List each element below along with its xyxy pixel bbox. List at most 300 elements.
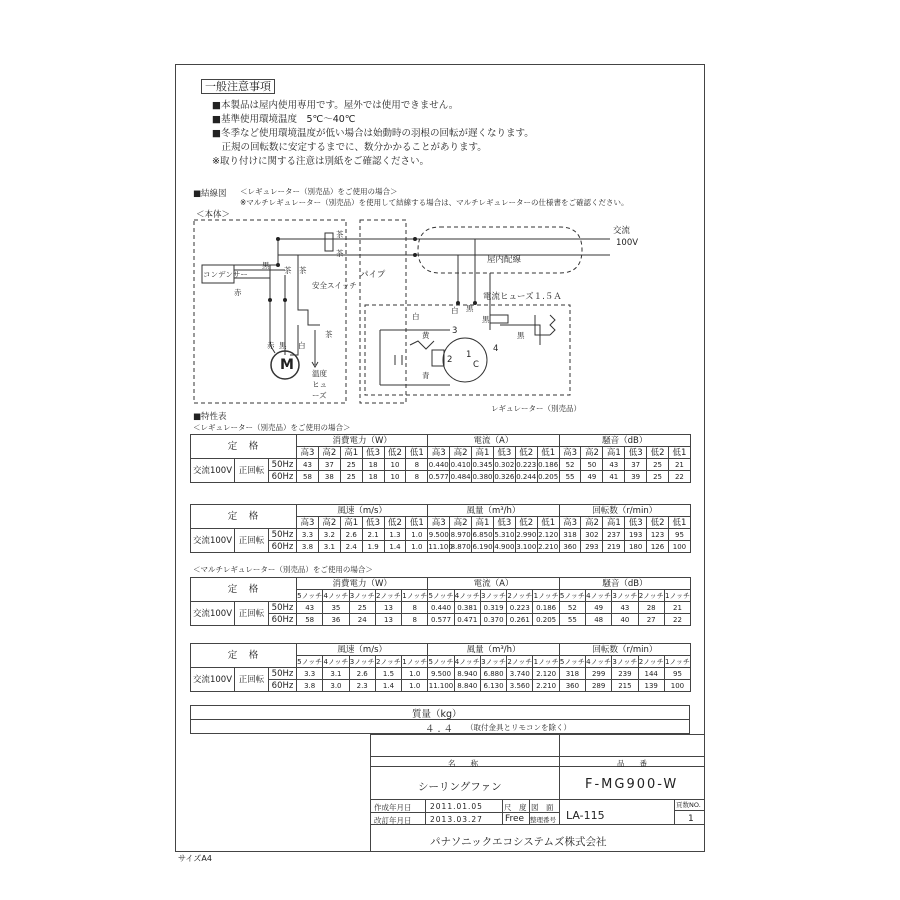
table-cell: 13 xyxy=(375,602,401,614)
table-cell: 0.261 xyxy=(507,614,533,626)
table-cell: 21 xyxy=(664,602,690,614)
wire-black: 黒 xyxy=(466,304,474,313)
table-cell: 低2 xyxy=(647,517,669,529)
size-label: サイズA4 xyxy=(178,854,212,863)
table-cell: 2.210 xyxy=(538,542,559,551)
table-cell: 0.577 xyxy=(428,614,454,626)
table-cell: 27 xyxy=(638,614,664,626)
table-cell: 52 xyxy=(559,459,581,471)
table-cell: 3ノッチ xyxy=(481,657,507,666)
table-cell: 37 xyxy=(625,459,647,471)
table-cell: 100 xyxy=(664,680,690,692)
table-cell: 高1 xyxy=(603,517,625,529)
table-cell: 高2 xyxy=(318,517,340,529)
table-cell: 50Hz xyxy=(269,459,297,471)
indoor-wiring-label: 屋内配線 xyxy=(487,255,522,265)
table-cell: 低1 xyxy=(406,447,428,459)
table-cell: 3.740 xyxy=(507,668,533,680)
table-cell: 1.0 xyxy=(406,541,428,553)
ac-voltage: 100V xyxy=(616,238,639,248)
table-cell: 1.5 xyxy=(375,668,401,680)
table-cell: 28 xyxy=(638,602,664,614)
table-cell: 3ノッチ xyxy=(612,657,638,666)
table-cell: 騒音（dB） xyxy=(559,435,690,447)
table-cell: 8.940 xyxy=(454,668,480,680)
table-cell: 11.100 xyxy=(428,542,453,551)
terminal-c: C xyxy=(473,360,479,370)
wiring-subtitle: ＜レギュレーター（別売品）をご使用の場合＞ xyxy=(240,187,398,196)
table-cell: 低2 xyxy=(647,447,669,459)
table-cell: 239 xyxy=(612,668,638,680)
table-cell: 交流100V xyxy=(191,668,235,692)
table-cell: 3.2 xyxy=(318,529,340,541)
table-cell: 高1 xyxy=(340,517,362,529)
table-cell: 1.0 xyxy=(402,680,428,692)
revised-date: 2013.03.27 xyxy=(430,815,483,824)
wire-red: 赤 xyxy=(267,341,275,350)
table-cell: 5ノッチ xyxy=(297,591,323,600)
table-cell: 4ノッチ xyxy=(454,591,480,600)
table-cell: 318 xyxy=(559,529,581,541)
table-cell: 交流100V xyxy=(191,459,235,483)
indoor-wiring-outline xyxy=(418,227,582,273)
table-cell: 高3 xyxy=(297,447,319,459)
table-cell: 52 xyxy=(559,602,585,614)
wire-blue: 青 xyxy=(422,371,430,380)
table-cell: 58 xyxy=(297,471,319,483)
table-cell: 低1 xyxy=(668,517,690,529)
table-cell: 37 xyxy=(318,459,340,471)
table-cell: 139 xyxy=(638,680,664,692)
table-row xyxy=(191,459,691,471)
table-cell: 0.380 xyxy=(472,472,493,481)
table-cell: 0.381 xyxy=(454,602,480,614)
created-date: 2011.01.05 xyxy=(430,802,483,811)
created-label: 作成年月日 xyxy=(374,803,412,812)
table-cell: 電流（A） xyxy=(428,435,559,447)
section-multi: ＜マルチレギュレーター（別売品）をご使用の場合＞ xyxy=(193,565,373,574)
table-cell: 6.850 xyxy=(472,530,493,539)
table-cell: 高1 xyxy=(472,447,494,459)
table-cell: 11.100 xyxy=(428,681,454,690)
terminal-3: 3 xyxy=(452,326,458,336)
table-cell: 25 xyxy=(340,459,362,471)
table-cell: 8.870 xyxy=(450,542,471,551)
table-cell: 302 xyxy=(581,529,603,541)
table-cell: 3ノッチ xyxy=(349,591,375,600)
table-cell: 低3 xyxy=(493,447,515,459)
table-cell: 0.370 xyxy=(480,614,506,626)
table-cell: 2.1 xyxy=(362,529,384,541)
model-number: F-MG900-W xyxy=(585,777,679,792)
table-cell: 低2 xyxy=(384,517,406,529)
table-cell: 22 xyxy=(664,614,690,626)
table-cell: 2.6 xyxy=(340,529,362,541)
table-cell: 8.840 xyxy=(454,680,480,692)
table-cell: 低1 xyxy=(668,447,690,459)
table-cell: 1ノッチ xyxy=(664,657,690,666)
table-cell: 3.560 xyxy=(507,680,533,692)
ac-label: 交流 xyxy=(613,226,631,236)
table-cell: 10 xyxy=(384,471,406,483)
table-cell: 25 xyxy=(647,459,669,471)
specs-title: ■特性表 xyxy=(193,412,227,422)
table-cell: 3.1 xyxy=(323,668,349,680)
table-cell: 3.1 xyxy=(318,541,340,553)
table-cell: 237 xyxy=(603,529,625,541)
table-cell: 18 xyxy=(362,459,384,471)
table-cell: 1.0 xyxy=(402,668,428,680)
table-cell: 低3 xyxy=(362,447,384,459)
tb-vline xyxy=(425,799,426,824)
table-cell: 8 xyxy=(402,614,428,626)
table-cell: 0.223 xyxy=(516,460,537,469)
wire-black: 黒 xyxy=(482,315,490,324)
mass-note: （取付金具とリモコンを除く） xyxy=(466,723,571,732)
note-line: ■基準使用環境温度 5℃～40℃ xyxy=(212,114,356,125)
table-cell: 3ノッチ xyxy=(481,591,507,600)
table-cell: 高1 xyxy=(340,447,362,459)
table-row xyxy=(191,668,691,680)
table-cell: 1ノッチ xyxy=(533,591,559,600)
tb-hline xyxy=(370,756,705,757)
table-cell: 6.880 xyxy=(480,668,506,680)
table-cell: 0.244 xyxy=(516,472,537,481)
table-cell: 8 xyxy=(402,602,428,614)
product-header: 品 番 xyxy=(617,759,647,768)
table-cell: 8.970 xyxy=(450,530,471,539)
table-cell: 299 xyxy=(586,668,612,680)
wiring-note: ※マルチレギュレーター（別売品）を使用して結線する場合は、マルチレギュレーターの仕様書をご確認ください。 xyxy=(240,198,629,207)
table-cell: 60Hz xyxy=(269,614,297,626)
table-cell: 0.302 xyxy=(494,460,515,469)
table-cell: 18 xyxy=(362,471,384,483)
tb-hline xyxy=(370,824,705,825)
product-name: シーリングファン xyxy=(418,781,502,793)
sheet-label: 頁数NO. xyxy=(676,801,701,809)
table-cell: 定 格 xyxy=(191,644,297,668)
revised-label: 改訂年月日 xyxy=(374,816,412,825)
table-cell: 22 xyxy=(668,471,690,483)
table-cell: 低1 xyxy=(537,447,559,459)
table-cell: 3.3 xyxy=(297,529,319,541)
wiring-title: ■結線図 xyxy=(193,189,227,199)
table-cell: 0.345 xyxy=(472,460,493,469)
table-cell: 低3 xyxy=(362,517,384,529)
table-cell: 360 xyxy=(559,680,585,692)
table-cell: 50Hz xyxy=(269,602,297,614)
table-header-row xyxy=(191,505,691,517)
table-cell: 60Hz xyxy=(269,541,297,553)
table-cell: 0.577 xyxy=(428,472,449,481)
table-cell: 6.130 xyxy=(480,680,506,692)
table-cell: 風速（m/s） xyxy=(297,505,428,517)
table-cell: 215 xyxy=(612,680,638,692)
table-cell: 4ノッチ xyxy=(323,591,349,600)
tb-hline xyxy=(674,810,705,811)
table-cell: 定 格 xyxy=(191,578,297,602)
table-cell: 高1 xyxy=(603,447,625,459)
table-cell: 定 格 xyxy=(191,505,297,529)
table-cell: 4ノッチ xyxy=(323,657,349,666)
terminal-4: 4 xyxy=(493,344,499,354)
wire-yellow: 黄 xyxy=(422,331,430,340)
table-cell: 高1 xyxy=(472,517,494,529)
table-cell: 2.210 xyxy=(533,680,559,692)
ref-label: 整理番号 xyxy=(530,816,556,824)
table-cell: 1ノッチ xyxy=(402,657,428,666)
table-cell: 高2 xyxy=(450,447,472,459)
table-cell: 5.310 xyxy=(494,530,515,539)
table-cell: 180 xyxy=(625,541,647,553)
table-cell: 3ノッチ xyxy=(349,657,375,666)
table-cell: 48 xyxy=(586,614,612,626)
table-header-row xyxy=(191,578,691,590)
table-cell: 高3 xyxy=(428,517,450,529)
tb-hline xyxy=(370,799,705,800)
table-cell: 正回転 xyxy=(235,602,269,626)
wire-red: 赤 xyxy=(234,288,242,297)
wire-white: 白 xyxy=(451,306,459,315)
table-cell: 0.186 xyxy=(533,602,559,614)
table-cell: 55 xyxy=(559,614,585,626)
ref-value: LA-115 xyxy=(566,809,605,822)
note-line: ■本製品は屋内使用専用です。屋外では使用できません。 xyxy=(212,100,459,111)
table-cell: 0.205 xyxy=(538,472,559,481)
table-cell: 1ノッチ xyxy=(664,591,690,600)
thermal-fuse-label: 温度ヒューズ xyxy=(312,369,327,400)
table-cell: 13 xyxy=(375,614,401,626)
table-cell: 10 xyxy=(384,459,406,471)
table-cell: 1.3 xyxy=(384,529,406,541)
table-cell: 60Hz xyxy=(269,471,297,483)
table-cell: 高3 xyxy=(428,447,450,459)
table-cell: 低1 xyxy=(406,517,428,529)
table-cell: 低2 xyxy=(384,447,406,459)
table-cell: 43 xyxy=(612,602,638,614)
table-header-row xyxy=(191,435,691,447)
tb-vline xyxy=(674,799,675,824)
table-cell: 5ノッチ xyxy=(559,657,585,666)
table-cell: 2ノッチ xyxy=(375,657,401,666)
tb-hline xyxy=(370,766,705,767)
wire-brown: 茶 xyxy=(325,330,333,339)
table-cell: 4.900 xyxy=(494,542,515,551)
section-regulator: ＜レギュレーター（別売品）をご使用の場合＞ xyxy=(193,423,351,432)
table-cell: 21 xyxy=(668,459,690,471)
table-cell: 高3 xyxy=(297,517,319,529)
table-cell: 高2 xyxy=(581,447,603,459)
table-cell: 高2 xyxy=(318,447,340,459)
table-cell: 2.3 xyxy=(349,680,375,692)
table-cell: 293 xyxy=(581,541,603,553)
notes-title: 一般注意事項 xyxy=(201,79,275,94)
table-cell: 25 xyxy=(340,471,362,483)
table-cell: 40 xyxy=(612,614,638,626)
table-cell: 正回転 xyxy=(235,459,269,483)
table-cell: 8 xyxy=(406,471,428,483)
table-cell: 126 xyxy=(647,541,669,553)
spec-table-multi-power xyxy=(190,577,691,626)
table-cell: 0.186 xyxy=(538,460,559,469)
table-cell: 360 xyxy=(559,541,581,553)
table-cell: 43 xyxy=(603,459,625,471)
motor-label: M xyxy=(280,357,294,373)
note-line: 正規の回転数に安定するまでに、数分かかることがあります。 xyxy=(212,142,487,153)
table-cell: 0.326 xyxy=(494,472,515,481)
table-cell: 0.223 xyxy=(507,602,533,614)
table-cell: 定 格 xyxy=(191,435,297,459)
table-cell: 2.990 xyxy=(516,530,537,539)
table-row xyxy=(191,529,691,541)
table-cell: 0.319 xyxy=(480,602,506,614)
table-cell: 193 xyxy=(625,529,647,541)
table-cell: 消費電力（W） xyxy=(297,435,428,447)
table-cell: 25 xyxy=(349,602,375,614)
table-cell: 3.100 xyxy=(516,542,537,551)
table-cell: 4ノッチ xyxy=(586,591,612,600)
table-cell: 3.0 xyxy=(323,680,349,692)
table-cell: 0.205 xyxy=(533,614,559,626)
wire-white: 白 xyxy=(412,312,420,321)
table-cell: 3.3 xyxy=(297,668,323,680)
pipe-label: パイプ xyxy=(360,270,386,280)
table-cell: 高2 xyxy=(450,517,472,529)
table-cell: 50 xyxy=(581,459,603,471)
table-cell: 高3 xyxy=(559,517,581,529)
wire-brown: 茶 xyxy=(336,230,344,239)
note-line: ※取り付けに関する注意は別紙をご確認ください。 xyxy=(212,156,429,167)
table-cell: 1.4 xyxy=(375,680,401,692)
table-header-row xyxy=(191,644,691,656)
table-cell: 5ノッチ xyxy=(428,657,454,666)
safety-switch-label: 安全スイッチ xyxy=(312,281,357,290)
table-cell: 0.440 xyxy=(428,460,449,469)
table-cell: 60Hz xyxy=(269,680,297,692)
table-cell: 電流（A） xyxy=(428,578,559,590)
wire-black: 黒 xyxy=(262,261,270,270)
spec-table-regulator-air xyxy=(190,504,691,553)
table-cell: 3.8 xyxy=(297,541,319,553)
table-cell: 43 xyxy=(297,602,323,614)
table-cell: 36 xyxy=(323,614,349,626)
table-cell: 低3 xyxy=(625,447,647,459)
note-line: ■冬季など使用環境温度が低い場合は始動時の羽根の回転が遅くなります。 xyxy=(212,128,534,139)
table-cell: 交流100V xyxy=(191,529,235,553)
body-label: ＜本体＞ xyxy=(196,210,231,220)
table-cell: 騒音（dB） xyxy=(559,578,690,590)
table-cell: 41 xyxy=(603,471,625,483)
table-cell: 58 xyxy=(297,614,323,626)
scale-value: Free xyxy=(505,814,525,824)
pipe-box xyxy=(360,220,406,403)
table-cell: 49 xyxy=(586,602,612,614)
table-cell: 5ノッチ xyxy=(428,591,454,600)
spec-table-multi-air xyxy=(190,643,691,692)
table-cell: 2.120 xyxy=(538,530,559,539)
table-cell: 50Hz xyxy=(269,529,297,541)
table-cell: 高3 xyxy=(559,447,581,459)
table-cell: 風量（m³/h） xyxy=(428,644,559,656)
table-cell: 35 xyxy=(323,602,349,614)
wire-brown: 茶 xyxy=(336,249,344,258)
table-cell: 2.4 xyxy=(340,541,362,553)
table-cell: 低2 xyxy=(515,447,537,459)
table-cell: 回転数（r/min） xyxy=(559,505,690,517)
table-cell: 消費電力（W） xyxy=(297,578,428,590)
regulator-label: レギュレーター（別売品） xyxy=(491,404,581,413)
wire-brown: 茶 xyxy=(299,266,307,275)
table-cell: 低3 xyxy=(625,517,647,529)
sheet-value: 1 xyxy=(688,814,694,824)
wire-black: 黒 xyxy=(517,331,525,340)
table-cell: 0.410 xyxy=(450,460,471,469)
table-cell: 2ノッチ xyxy=(638,657,664,666)
wire-black: 黒 xyxy=(279,341,287,350)
wire-brown: 茶 xyxy=(284,266,292,275)
spec-table-regulator-power xyxy=(190,434,691,483)
table-cell: 低2 xyxy=(515,517,537,529)
table-cell: 2ノッチ xyxy=(507,591,533,600)
table-cell: 39 xyxy=(625,471,647,483)
condenser-label: コンデンサー xyxy=(203,270,248,279)
table-cell: 風量（m³/h） xyxy=(428,505,559,517)
table-cell: 5ノッチ xyxy=(297,657,323,666)
table-cell: 風速（m/s） xyxy=(297,644,428,656)
table-cell: 24 xyxy=(349,614,375,626)
table-cell: 2.120 xyxy=(533,668,559,680)
scale-label: 尺 度 xyxy=(504,803,527,812)
tb-vline xyxy=(559,734,560,824)
tb-vline xyxy=(502,799,503,824)
table-cell: 回転数（r/min） xyxy=(559,644,690,656)
table-cell: 3.8 xyxy=(297,680,323,692)
table-cell: 高2 xyxy=(581,517,603,529)
table-cell: 25 xyxy=(647,471,669,483)
table-cell: 0.484 xyxy=(450,472,471,481)
table-cell: 38 xyxy=(318,471,340,483)
table-cell: 95 xyxy=(664,668,690,680)
table-cell: 低1 xyxy=(537,517,559,529)
table-cell: 219 xyxy=(603,541,625,553)
table-row xyxy=(191,602,691,614)
name-header: 名 称 xyxy=(448,759,478,768)
table-cell: 4ノッチ xyxy=(586,657,612,666)
wiring-diagram xyxy=(190,215,610,410)
table-cell: 低3 xyxy=(493,517,515,529)
table-cell: 1ノッチ xyxy=(402,591,428,600)
table-cell: 100 xyxy=(668,541,690,553)
drawing-label: 図 面 xyxy=(531,803,554,812)
terminal-1: 1 xyxy=(466,350,472,360)
table-cell: 9.500 xyxy=(428,530,449,539)
table-cell: 49 xyxy=(581,471,603,483)
table-cell: 5ノッチ xyxy=(559,591,585,600)
table-cell: 289 xyxy=(586,680,612,692)
table-cell: 1.4 xyxy=(384,541,406,553)
mass-value: ４.４ xyxy=(425,724,457,735)
table-cell: 6.190 xyxy=(472,542,493,551)
table-cell: 交流100V xyxy=(191,602,235,626)
table-cell: 43 xyxy=(297,459,319,471)
table-cell: 2ノッチ xyxy=(507,657,533,666)
table-cell: 50Hz xyxy=(269,668,297,680)
table-cell: 3ノッチ xyxy=(612,591,638,600)
table-cell: 318 xyxy=(559,668,585,680)
table-cell: 1.9 xyxy=(362,541,384,553)
wire-white: 白 xyxy=(298,341,306,350)
table-cell: 正回転 xyxy=(235,668,269,692)
